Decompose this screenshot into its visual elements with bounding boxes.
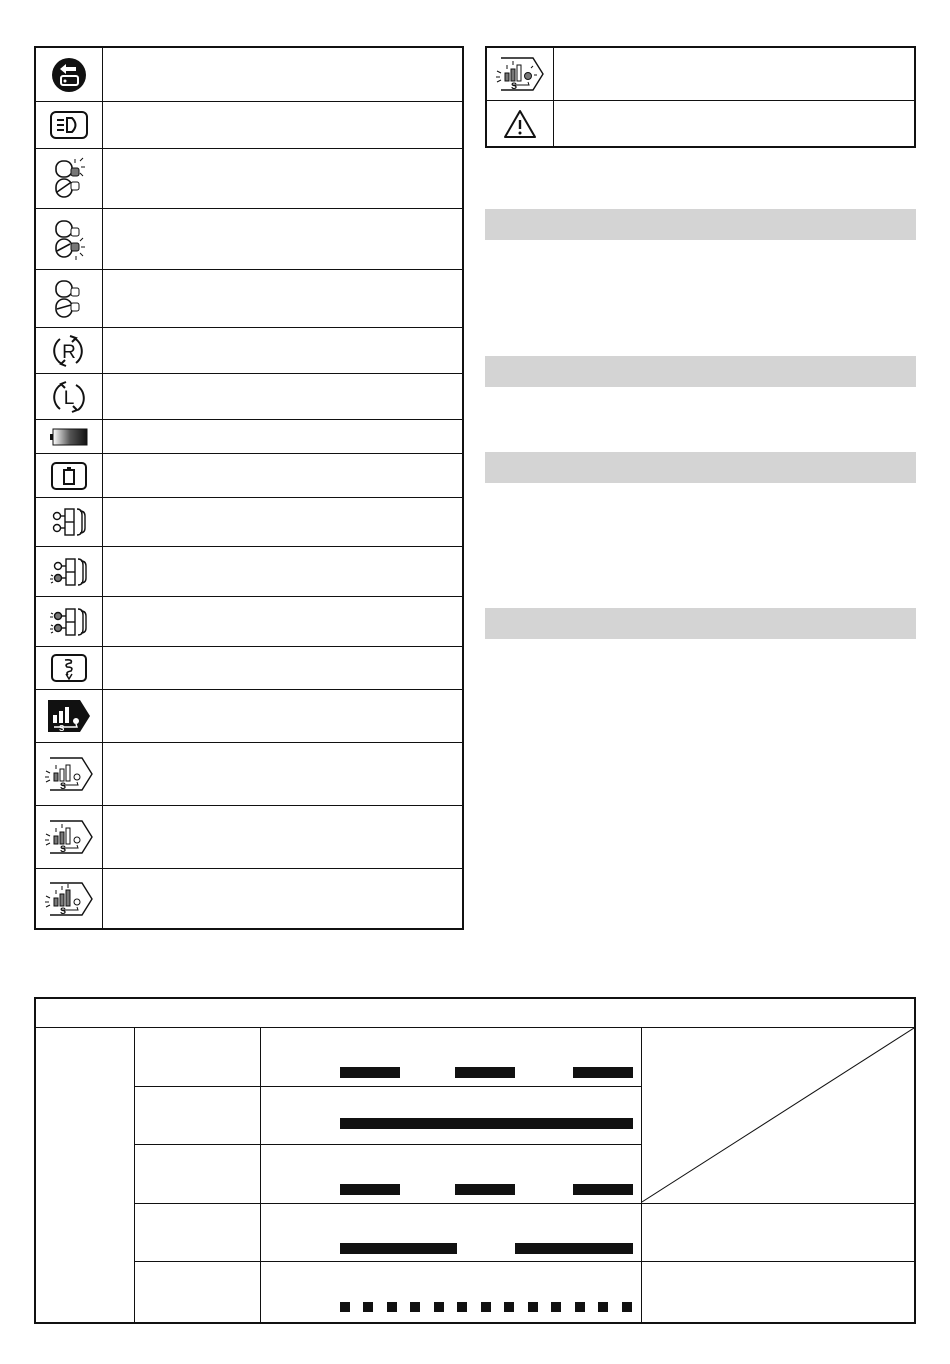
icon-description (103, 547, 462, 596)
icon-description (103, 270, 462, 327)
signal-row-note (642, 1262, 914, 1322)
icon-description (103, 454, 462, 497)
rotation-left-icon (36, 374, 103, 419)
screw-mode-icon (36, 647, 103, 689)
blink-segment (455, 1184, 515, 1195)
signal-table-title (36, 999, 914, 1027)
section-header-bar (485, 452, 916, 483)
svg-text:S: S (59, 724, 65, 733)
icon-row (487, 100, 914, 146)
icon-row (36, 546, 462, 596)
dot-segment (575, 1302, 585, 1312)
icon-row (487, 48, 914, 100)
icon-row (36, 327, 462, 373)
signal-row-note (642, 1204, 914, 1261)
icon-row (36, 453, 462, 497)
long-segment (515, 1243, 633, 1254)
right-icon-table (485, 46, 916, 148)
solid-segment (340, 1118, 633, 1129)
gear-top-blink-icon (36, 149, 103, 208)
svg-text:S: S (60, 905, 67, 916)
clutch-lower-blink-icon (36, 547, 103, 596)
gear-bottom-blink-icon (36, 209, 103, 269)
icon-row (36, 419, 462, 453)
gear-neutral-icon (36, 270, 103, 327)
svg-text:L: L (63, 387, 75, 409)
group-label (36, 1028, 134, 1322)
icon-description (103, 420, 462, 453)
section-header-bar (485, 209, 916, 240)
icon-description (103, 149, 462, 208)
rotation-right-icon (36, 328, 103, 373)
clutch-both-blink-icon (36, 597, 103, 646)
dot-segment (340, 1302, 350, 1312)
icon-description (554, 101, 914, 146)
blink-segment (573, 1067, 633, 1078)
icon-row (36, 742, 462, 805)
icon-description (103, 647, 462, 689)
icon-row (36, 101, 462, 148)
speed-level-alert-icon (487, 48, 554, 100)
icon-row (36, 805, 462, 868)
dot-segment (504, 1302, 514, 1312)
signal-row-note (642, 1028, 912, 1068)
battery-empty-icon (36, 454, 103, 497)
svg-text:S: S (60, 781, 67, 791)
blink-segment (455, 1067, 515, 1078)
icon-description (103, 374, 462, 419)
dot-segment (410, 1302, 420, 1312)
icon-row (36, 646, 462, 689)
speed-level-2-icon (36, 806, 103, 868)
icon-description (554, 48, 914, 100)
icon-description (103, 806, 462, 868)
icon-row (36, 497, 462, 546)
icon-row (36, 689, 462, 742)
icon-row (36, 373, 462, 419)
dot-segment (528, 1302, 538, 1312)
battery-full-icon (36, 420, 103, 453)
blink-segment (340, 1067, 400, 1078)
headlight-icon (36, 102, 103, 148)
speed-level-solid-icon (36, 690, 103, 742)
dot-segment (598, 1302, 608, 1312)
speed-level-1-icon (36, 743, 103, 805)
icon-row (36, 868, 462, 928)
icon-description (103, 498, 462, 546)
section-header-bar (485, 608, 916, 639)
icon-description (103, 48, 462, 101)
icon-row (36, 269, 462, 327)
clutch-idle-icon (36, 498, 103, 546)
icon-row (36, 48, 462, 101)
signal-row-label (135, 1204, 260, 1261)
icon-description (103, 690, 462, 742)
warning-triangle-icon (487, 101, 554, 146)
long-segment (340, 1243, 457, 1254)
speed-level-3-icon (36, 869, 103, 928)
icon-row (36, 596, 462, 646)
svg-text:R: R (62, 341, 76, 363)
dot-segment (481, 1302, 491, 1312)
icon-description (103, 209, 462, 269)
signal-row-label (135, 1087, 260, 1144)
dot-segment (434, 1302, 444, 1312)
blink-segment (573, 1184, 633, 1195)
exit-door-icon (36, 48, 103, 101)
icon-row (36, 148, 462, 208)
dot-segment (387, 1302, 397, 1312)
icon-row (36, 208, 462, 269)
dot-segment (551, 1302, 561, 1312)
icon-description (103, 869, 462, 928)
signal-row-label (135, 1145, 260, 1203)
blink-segment (340, 1184, 400, 1195)
section-header-bar (485, 356, 916, 387)
icon-description (103, 102, 462, 148)
dot-segment (622, 1302, 632, 1312)
icon-description (103, 743, 462, 805)
svg-text:S: S (60, 844, 67, 854)
svg-text:S: S (511, 81, 518, 91)
icon-description (103, 597, 462, 646)
left-icon-table (34, 46, 464, 930)
signal-pattern-table (34, 997, 916, 1324)
dot-segment (363, 1302, 373, 1312)
signal-row-label (135, 1262, 260, 1322)
icon-description (103, 328, 462, 373)
dot-segment (457, 1302, 467, 1312)
signal-row-label (135, 1028, 260, 1086)
